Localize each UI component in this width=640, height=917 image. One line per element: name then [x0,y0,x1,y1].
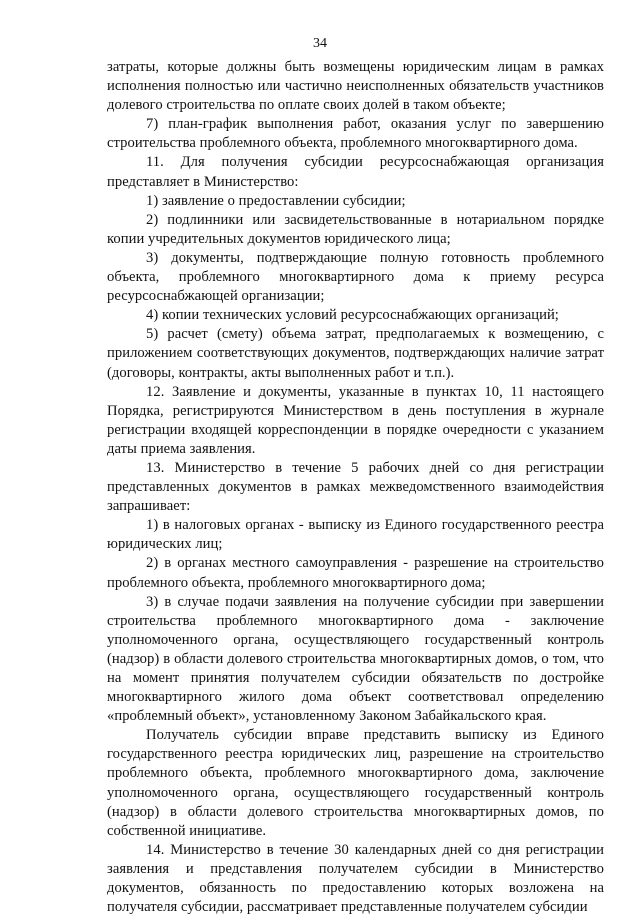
paragraph-continuation: затраты, которые должны быть возмещены юридическим лицам в рамках исполнения полностью или частично неисполненных обязательств участников долевого строительства по оплате своих долей в таком объекте; [107,59,604,114]
page-number: 34 [313,36,327,51]
paragraph-clause-11-item-2: 2) подлинники или засвидетельствованные в нотариальном порядке копии учредительных документов юридического лица; [107,211,604,247]
paragraph-clause-11-item-4: 4) копии технических условий ресурсоснабжающих организаций; [146,307,559,324]
paragraph-clause-13-item-2: 2) в органах местного самоуправления - разрешение на строительство проблемного объекта, проблемного многоквартирного дома; [107,555,604,591]
paragraph-clause-14: 14. Министерство в течение 30 календарных дней со дня регистрации заявления и представления получателем субсидии в Министерство документов, обязанность по предоставлению которых возложена на получателя субсидии, рассматривает представленные получателем субсидии [107,841,604,916]
paragraph-clause-11-item-1: 1) заявление о предоставлении субсидии; [146,192,406,209]
paragraph-clause-12: 12. Заявление и документы, указанные в пунктах 10, 11 настоящего Порядка, регистрируются Министерством в день поступления в журнале регистрации входящей корреспонденции в порядке очередности с указанием даты приема заявления. [107,383,604,457]
document-body [107,58,604,917]
paragraph-clause-11-item-3: 3) документы, подтверждающие полную готовность проблемного объекта, проблемного многоквартирного дома к приему ресурса ресурсоснабжающей организации; [107,249,604,305]
paragraph-item-7: 7) план-график выполнения работ, оказания услуг по завершению строительства проблемного объекта, проблемного многоквартирного дома. [107,116,604,152]
paragraph-recipient-right: Получатель субсидии вправе представить выписку из Единого государственного реестра юридических лиц, разрешение на строительство проблемного объекта, проблемного многоквартирного дома, заключение уполномоченного органа, осуществляющего государственный контроль (надзор) в области долевого строительства многоквартирных домов, по собственной инициативе. [107,727,604,839]
paragraph-clause-13: 13. Министерство в течение 5 рабочих дней со дня регистрации представленных документов в рамках межведомственного взаимодействия запрашивает: [107,459,604,515]
paragraph-clause-13-item-1: 1) в налоговых органах - выписку из Единого государственного реестра юридических лиц; [107,517,604,553]
paragraph-clause-13-item-3: 3) в случае подачи заявления на получение субсидии при завершении строительства проблемного многоквартирного дома - заключение уполномоченного органа, осуществляющего государственный контроль (надзор) в области долевого строительства многоквартирных домов, о том, что на момент принятия получателем субсидии обязательств по достройке многоквартирного жилого дома объект соответствовал определению «проблемный объект», установленному Законом Забайкальского края. [107,593,604,725]
paragraph-clause-11: 11. Для получения субсидии ресурсоснабжающая организация представляет в Министерство: [107,154,604,190]
paragraph-clause-11-item-5: 5) расчет (смету) объема затрат, предполагаемых к возмещению, с приложением соответствующих документов, подтверждающих наличие затрат (договоры, контракты, акты выполненных работ и т.п.). [107,326,604,381]
